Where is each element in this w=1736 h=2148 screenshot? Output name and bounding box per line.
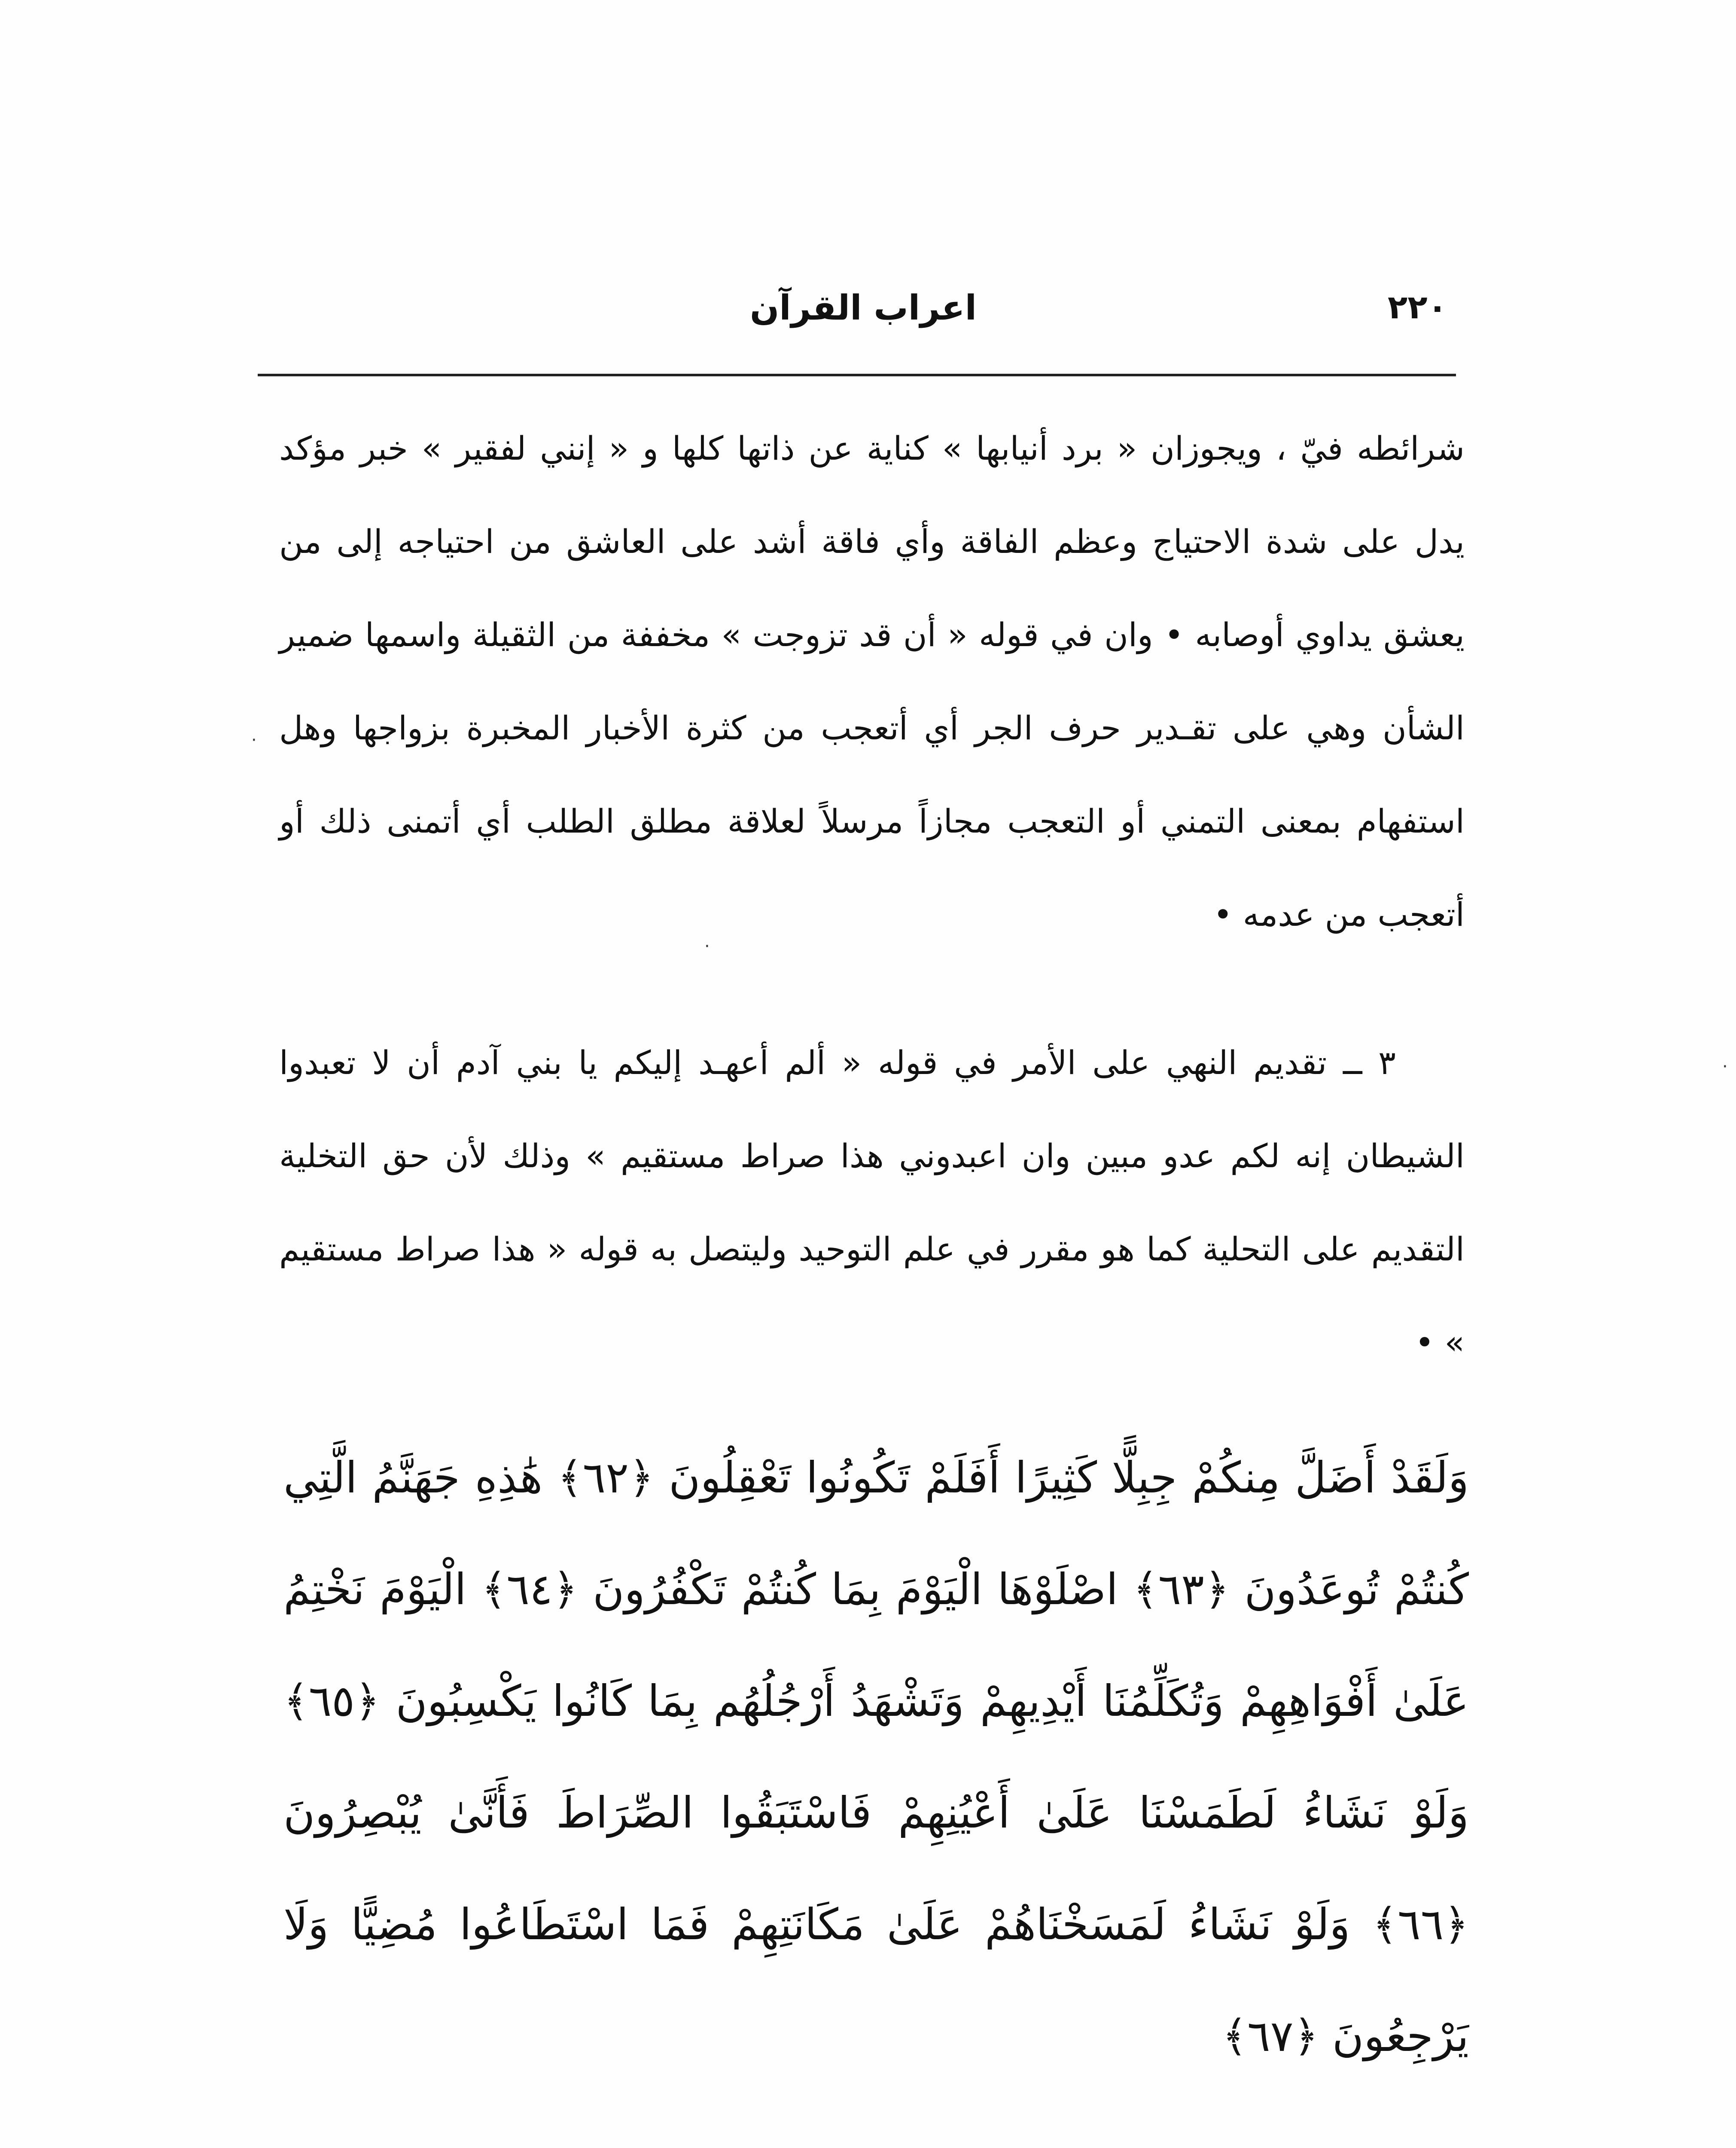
quran-verses-block: وَلَقَدْ أَضَلَّ مِنكُمْ جِبِلًّا كَثِيرًا أَفَلَمْ تَكُونُوا تَعْقِلُونَ ﴿٦٢﴾ هَٰذِهِ جَهَنَّمُ الَّتِي كُنتُمْ تُوعَدُونَ ﴿٦٣﴾ اصْلَوْهَا الْيَوْمَ بِمَا كُنتُمْ تَكْفُرُونَ ﴿٦٤﴾ الْيَوْمَ نَخْتِمُ عَلَىٰ أَفْوَاهِهِمْ وَتُكَلِّمُنَا أَيْدِيهِمْ وَتَشْهَدُ أَرْجُلُهُم بِمَا كَانُوا يَكْسِبُونَ ﴿٦٥﴾ وَلَوْ نَشَاءُ لَطَمَسْنَا عَلَىٰ أَعْيُنِهِمْ فَاسْتَبَقُوا الصِّرَاطَ فَأَنَّىٰ يُبْصِرُونَ ﴿٦٦﴾ وَلَوْ نَشَاءُ لَمَسَخْنَاهُمْ عَلَىٰ مَكَانَتِهِمْ فَمَا اسْتَطَاعُوا مُضِيًّا وَلَا يَرْجِعُونَ ﴿٦٧﴾ — [283, 1452, 1469, 2061]
running-title: اعراب القرآن — [749, 288, 977, 328]
page-number: ٢٢٠ — [1387, 288, 1447, 326]
scan-speck: · — [704, 937, 710, 956]
paragraph-rhetoric-point-3: ٣ ــ تقديم النهي على الأمر في قوله « ألم أعهـد إليكم يا بني آدم أن لا تعبدوا الشيطان إنه لكم عدو مبين وان اعبدوني هذا صراط مستقيم » وذلك لأن حق التخلية التقديم على التحلية كما هو مقرر في علم التوحيد وليتصل به قوله « هذا صراط مستقيم » • — [279, 1043, 1465, 1361]
scan-speck: · — [1722, 1057, 1728, 1077]
scan-speck: · — [251, 730, 257, 750]
page-header — [266, 284, 1460, 344]
header-rule — [258, 374, 1456, 376]
paragraph-commentary: شرائطه فيّ ، ويجوزان « برد أنيابها » كناية عن ذاتها كلها و « إنني لفقير » خبر مؤكد يدل على شدة الاحتياج وعظم الفاقة وأي فاقة أشد على العاشق من احتياجه إلى من يعشق يداوي أوصابه • وان في قوله « أن قد تزوجت » مخففة من الثقيلة واسمها ضمير الشأن وهي على تقـدير حرف الجر أي أتعجب من كثرة الأخبار المخبرة بزواجها وهل استفهام بمعنى التمني أو التعجب مجازاً مرسلاً لعلاقة مطلق الطلب أي أتمنى ذلك أو أتعجب من عدمه • — [279, 429, 1465, 934]
